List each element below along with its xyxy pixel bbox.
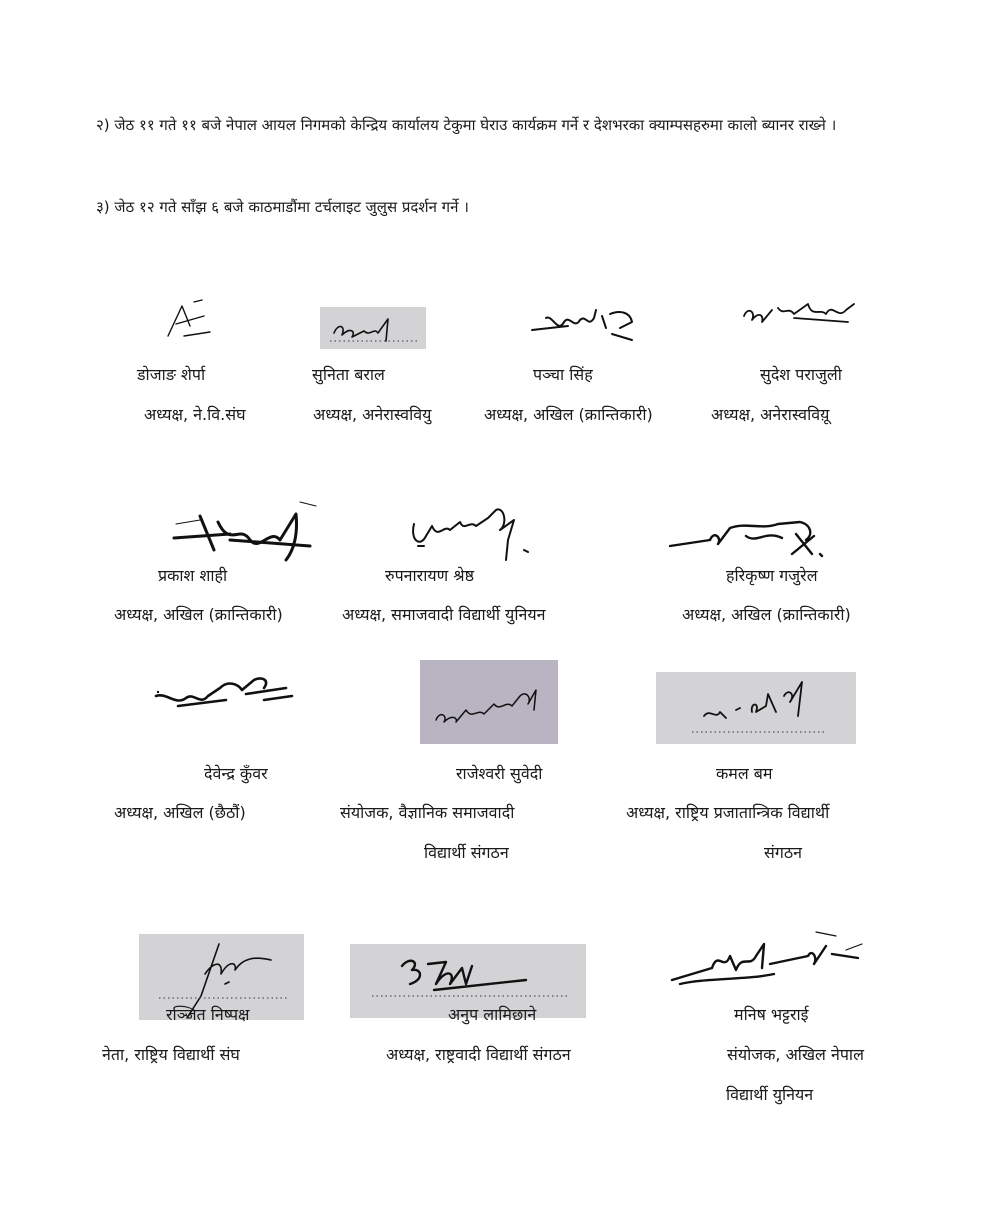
- signatory-role: अध्यक्ष, अखिल (क्रान्तिकारी): [114, 605, 283, 624]
- signature-pancha-singh: [528, 304, 638, 346]
- signatory-role: संयोजक, अखिल नेपाल: [727, 1045, 864, 1064]
- signatory-role: अध्यक्ष, अनेरास्ववियु: [313, 405, 432, 424]
- signature-sudesh-parajuli: [738, 298, 860, 334]
- signatory-name: अनुप लामिछाने: [448, 1005, 537, 1024]
- signatory-role-line2: संगठन: [764, 843, 803, 862]
- signatory-name: प्रकाश शाही: [158, 566, 228, 585]
- signatory-name: हरिकृष्ण गजुरेल: [726, 566, 818, 585]
- signatory-role: अध्यक्ष, अखिल (क्रान्तिकारी): [484, 405, 653, 424]
- signatory-name: पञ्चा सिंह: [533, 365, 593, 384]
- signatory-role: अध्यक्ष, राष्ट्रवादी विद्यार्थी संगठन: [386, 1045, 571, 1064]
- signature-rajeshwari-subedi: [420, 660, 558, 744]
- signatory-role: नेता, राष्ट्रिय विद्यार्थी संघ: [102, 1045, 240, 1064]
- signatory-name: देवेन्द्र कुँवर: [204, 764, 268, 783]
- signatory-role-line2: विद्यार्थी युनियन: [726, 1085, 814, 1104]
- signatory-name: डोजाङ शेर्पा: [137, 365, 206, 384]
- signatory-role: अध्यक्ष, अखिल (क्रान्तिकारी): [682, 605, 851, 624]
- signatory-name: मनिष भट्टराई: [734, 1005, 809, 1024]
- signature-devendra-kunwar: [146, 670, 296, 726]
- signature-harikrishna-gajurel: [666, 514, 828, 562]
- signature-rupnarayan-shrestha: [404, 500, 536, 564]
- signatory-name: रञ्जित निष्पक्ष: [166, 1005, 250, 1024]
- signatory-role: अध्यक्ष, ने.वि.संघ: [144, 405, 246, 424]
- signatory-role: अध्यक्ष, राष्ट्रिय प्रजातान्त्रिक विद्यार्थी: [626, 803, 830, 822]
- signatory-name: सुदेश पराजुली: [760, 365, 842, 384]
- signatory-name: सुनिता बराल: [312, 365, 385, 384]
- signature-sunita-baral: [320, 307, 426, 349]
- signature-manish-bhattarai: [666, 924, 866, 992]
- signatory-name: रुपनारायण श्रेष्ठ: [385, 566, 475, 585]
- signatory-name: राजेश्वरी सुवेदी: [456, 764, 543, 783]
- signatory-role-line2: विद्यार्थी संगठन: [424, 843, 509, 862]
- signature-prakash-shahi: [170, 494, 322, 570]
- paragraph-3: ३) जेठ १२ गते साँझ ६ बजे काठमाडौंमा टर्चलाइट जुलुस प्रदर्शन गर्ने ।: [96, 198, 469, 216]
- signatory-role: अध्यक्ष, अखिल (छैठौं): [114, 803, 246, 822]
- signature-dojang-sherpa: [160, 296, 220, 344]
- signatory-role: अध्यक्ष, समाजवादी विद्यार्थी युनियन: [342, 605, 546, 624]
- signatory-name: कमल बम: [716, 764, 773, 783]
- signature-kamal-bam: [656, 672, 856, 744]
- signatory-role: संयोजक, वैज्ञानिक समाजवादी: [340, 803, 515, 822]
- signatory-role: अध्यक्ष, अनेरास्वविय़ू: [711, 405, 830, 424]
- paragraph-2: २) जेठ ११ गते ११ बजे नेपाल आयल निगमको केन्द्रिय कार्यालय टेकुमा घेराउ कार्यक्रम गर्ने र देशभरका क्याम्पसहरुमा कालो ब्यानर राख्ने ।: [96, 116, 837, 134]
